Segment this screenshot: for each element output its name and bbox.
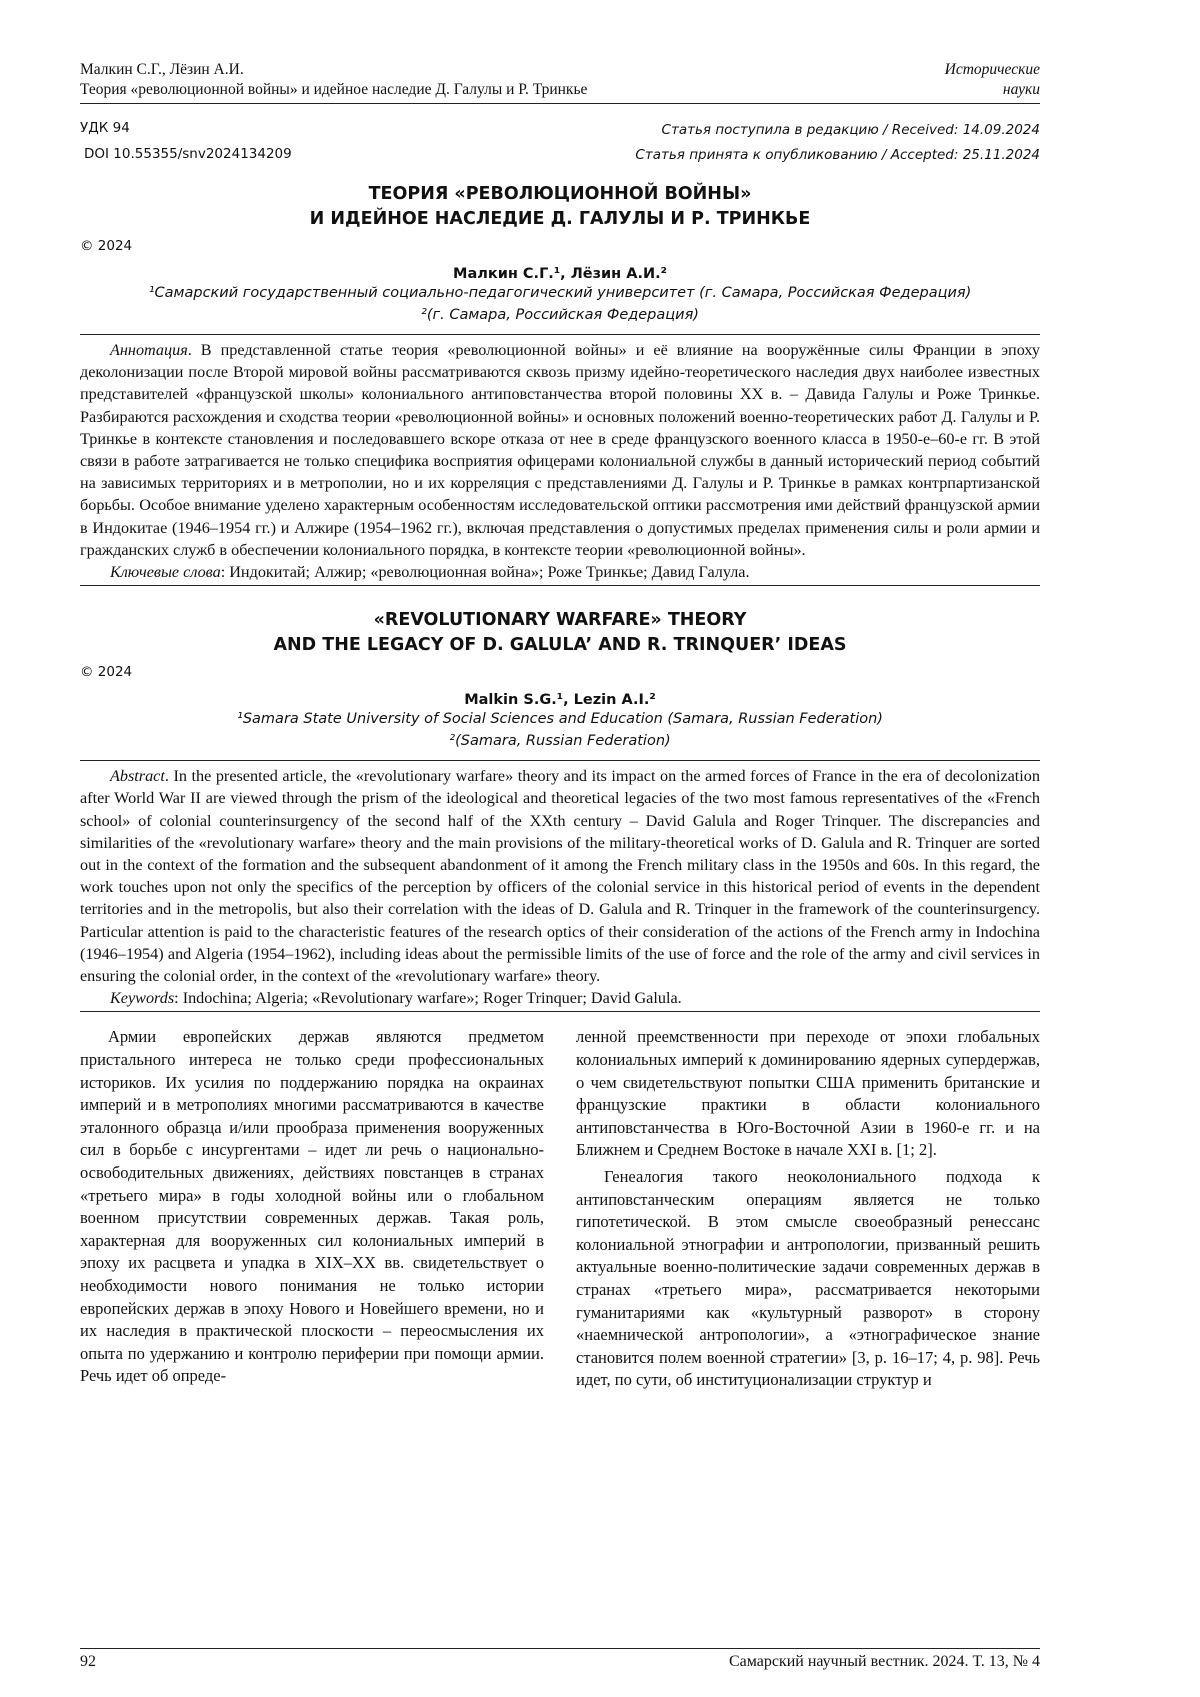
running-header-section xyxy=(945,60,1040,100)
running-header-article: Теория «революционной войны» и идейное наследие Д. Галулы и Р. Тринкье xyxy=(80,81,588,98)
en-abstract-body: . In the presented article, the «revolutionary warfare» theory and its impact on the armed forces of France in the era of decolonization after World War II are viewed through the prism of the ideological and theoretical legacies of the two most famous representatives of the «French school» of colonial counterinsurgency of the second half of the XXth century – David Galula and Roger Trinquer. The discrepancies and similarities of the «revolutionary warfare» theory and the main provisions of the military-theoretical works of D. Galula and R. Trinquer are sorted out in the context of the formation and the subsequent abandonment of it among the French military class in the 1950s and 60s. In this regard, the work touches upon not only the specifics of the perception by officers of the colonial service in this historical period of events in the dependent territories and in the metropolis, but also their correlation with the ideas of D. Galula and R. Trinquer in the framework of the counterinsurgency. Particular attention is paid to the characteristic features of the research optics of their consideration of the actions of the French army in Indochina (1946–1954) and Algeria (1954–1962), including ideas about the permissible limits of the use of force and the role of the army and civil services in ensuring the colonial order, in the context of the «revolutionary warfare» theory. xyxy=(80,767,1040,986)
section-line-1: Исторические xyxy=(944,61,1040,78)
ru-keywords xyxy=(80,561,1040,583)
received-date: Статья поступила в редакцию / Received: 14.09.2024 xyxy=(661,122,1040,138)
journal-citation: Самарский научный вестник. 2024. Т. 13, № 4 xyxy=(728,1653,1040,1670)
page-number: 92 xyxy=(80,1653,96,1670)
en-authors: Malkin S.G.¹, Lezin A.I.² xyxy=(464,692,656,709)
running-header xyxy=(80,60,1040,100)
en-keywords xyxy=(80,987,1040,1009)
ru-authors: Малкин С.Г.¹, Лёзин А.И.² xyxy=(453,266,667,282)
en-title xyxy=(80,608,1040,658)
en-keywords-body: : Indochina; Algeria; «Revolutionary warfare»; Roger Trinquer; David Galula. xyxy=(174,989,682,1008)
ru-keywords-body: : Индокитай; Алжир; «революционная война»; Роже Тринкье; Давид Галула. xyxy=(220,563,750,582)
en-copyright: © 2024 xyxy=(80,664,133,681)
doi: DOI 10.55355/snv2024134209 xyxy=(84,146,292,162)
body-column-right xyxy=(576,1026,1040,1392)
en-abstract xyxy=(80,760,1040,1012)
en-abstract-text xyxy=(80,765,1040,987)
header-rule xyxy=(80,103,1040,104)
ru-copyright: © 2024 xyxy=(80,238,133,254)
ru-abstract-body: . В представленной статье теория «революционной войны» и её влияние на вооружённые силы Франции в эпоху деколонизации после Второй мировой войны рассматриваются сквозь призму идейно-теоретического наследия двух наиболее известных представителей «французской школы» колониального антиповстанчества второй половины XX в. – Давида Галулы и Роже Тринкье. Разбираются расхождения и сходства теории «революционной войны» и основных положений военно-теоретических работ Д. Галулы и Р. Тринкье в контексте становления и последовавшего вскоре отказа от нее в среде французского военного класса в 1950-е–60-е гг. В этой связи в работе затрагивается не только специфика восприятия офицерами колониальной службы в данный исторический период событий на зависимых территориях и в метрополии, но и их корреляция с представлениями Д. Галулы и Р. Тринкье в рамках контрпартизанской борьбы. Особое внимание уделено характерным особенностям исследовательской оптики рассмотрения ими действий французской армии в Индокитае (1946–1954 гг.) и Алжире (1954–1962 гг.), включая представления о допустимых пределах применения силы и роли армии и гражданских служб в обеспечении колониального порядка, в контексте теории «революционной войны». xyxy=(80,341,1040,559)
ru-title-line-2: И ИДЕЙНОЕ НАСЛЕДИЕ Д. ГАЛУЛЫ И Р. ТРИНКЬЕ xyxy=(309,209,811,229)
ru-keywords-label: Ключевые слова xyxy=(110,563,221,582)
body-paragraph: ленной преемственности при переходе от эпохи глобальных колониальных империй к доминированию ядерных супердержав, о чем свидетельствуют попытки США применить британские и французские практики в области колониального антиповстанчества в Юго-Восточной Азии в 1960-е гг. и на Ближнем и Среднем Востоке в начале XXI в. [1; 2]. xyxy=(576,1027,1040,1160)
ru-title xyxy=(80,182,1040,232)
ru-abstract-text xyxy=(80,339,1040,561)
running-header-authors: Малкин С.Г., Лёзин А.И. xyxy=(80,61,244,78)
body-column-left xyxy=(80,1026,544,1392)
accepted-date: Статья принята к опубликованию / Accepted: 25.11.2024 xyxy=(635,147,1040,163)
body-columns xyxy=(80,1026,1040,1392)
en-affiliation-1: ¹Samara State University of Social Sciences and Education (Samara, Russian Federation) xyxy=(237,711,883,728)
body-paragraph: Армии европейских держав являются предметом пристального интереса не только среди профессиональных историков. Их усилия по поддержанию порядка на окраинах империй и в метрополиях многими рассматриваются в качестве эталонного образца и/или прообраза применения вооруженных сил в борьбе с инсургентами – идет ли речь о национально-освободительных движениях, действиях повстанцев в странах «третьего мира» в годы холодной войны или о глобальном военном присутствии современных держав. Такая роль, характерная для вооруженных сил колониальных империй в эпоху их расцвета и упадка в XIX–XX вв. свидетельствует о необходимости нового понимания не только истории европейских держав в эпоху Нового и Новейшего времени, но и их наследия в практической плоскости – переосмысления их опыта по удержанию и контролю периферии при помощи армии. Речь идет об опреде- xyxy=(80,1027,544,1386)
udk-code: УДК 94 xyxy=(80,120,130,136)
section-line-2: науки xyxy=(1002,81,1040,98)
ru-abstract xyxy=(80,334,1040,586)
ru-affiliation-1: ¹Самарский государственный социально-педагогический университет (г. Самара, Российская Федерация) xyxy=(148,285,972,301)
ru-abstract-label: Аннотация xyxy=(110,341,188,359)
en-keywords-label: Keywords xyxy=(110,989,175,1008)
journal-page xyxy=(80,60,1040,1670)
running-header-left xyxy=(80,60,587,100)
ru-title-line-1: ТЕОРИЯ «РЕВОЛЮЦИОННОЙ ВОЙНЫ» xyxy=(368,184,752,204)
en-title-line-1: «REVOLUTIONARY WARFARE» THEORY xyxy=(373,610,747,631)
ru-affiliation-2: ²(г. Самара, Российская Федерация) xyxy=(421,307,699,323)
footer-rule xyxy=(80,1648,1040,1649)
article-meta xyxy=(80,120,1040,172)
body-paragraph: Генеалогия такого неоколониального подхода к антиповстанческим операциям является не только гипотетической. В этом смысле своеобразный ренессанс колониальной этнографии и антропологии, призванный решить актуальные военно-политические задачи современных держав в странах «третьего мира», рассматривается некоторыми гуманитариями как «культурный разворот» в сторону «наемнической антропологии», а «этнографическое знание становится полем военной стратегии» [3, p. 16–17; 4, p. 98]. Речь идет, по сути, об институционализации структур и xyxy=(576,1167,1040,1390)
en-title-line-2: AND THE LEGACY OF D. GALULA’ AND R. TRINQUER’ IDEAS xyxy=(273,635,847,656)
en-affiliation-2: ²(Samara, Russian Federation) xyxy=(449,733,671,750)
page-footer xyxy=(80,1653,1040,1671)
en-abstract-label: Abstract xyxy=(110,767,165,786)
